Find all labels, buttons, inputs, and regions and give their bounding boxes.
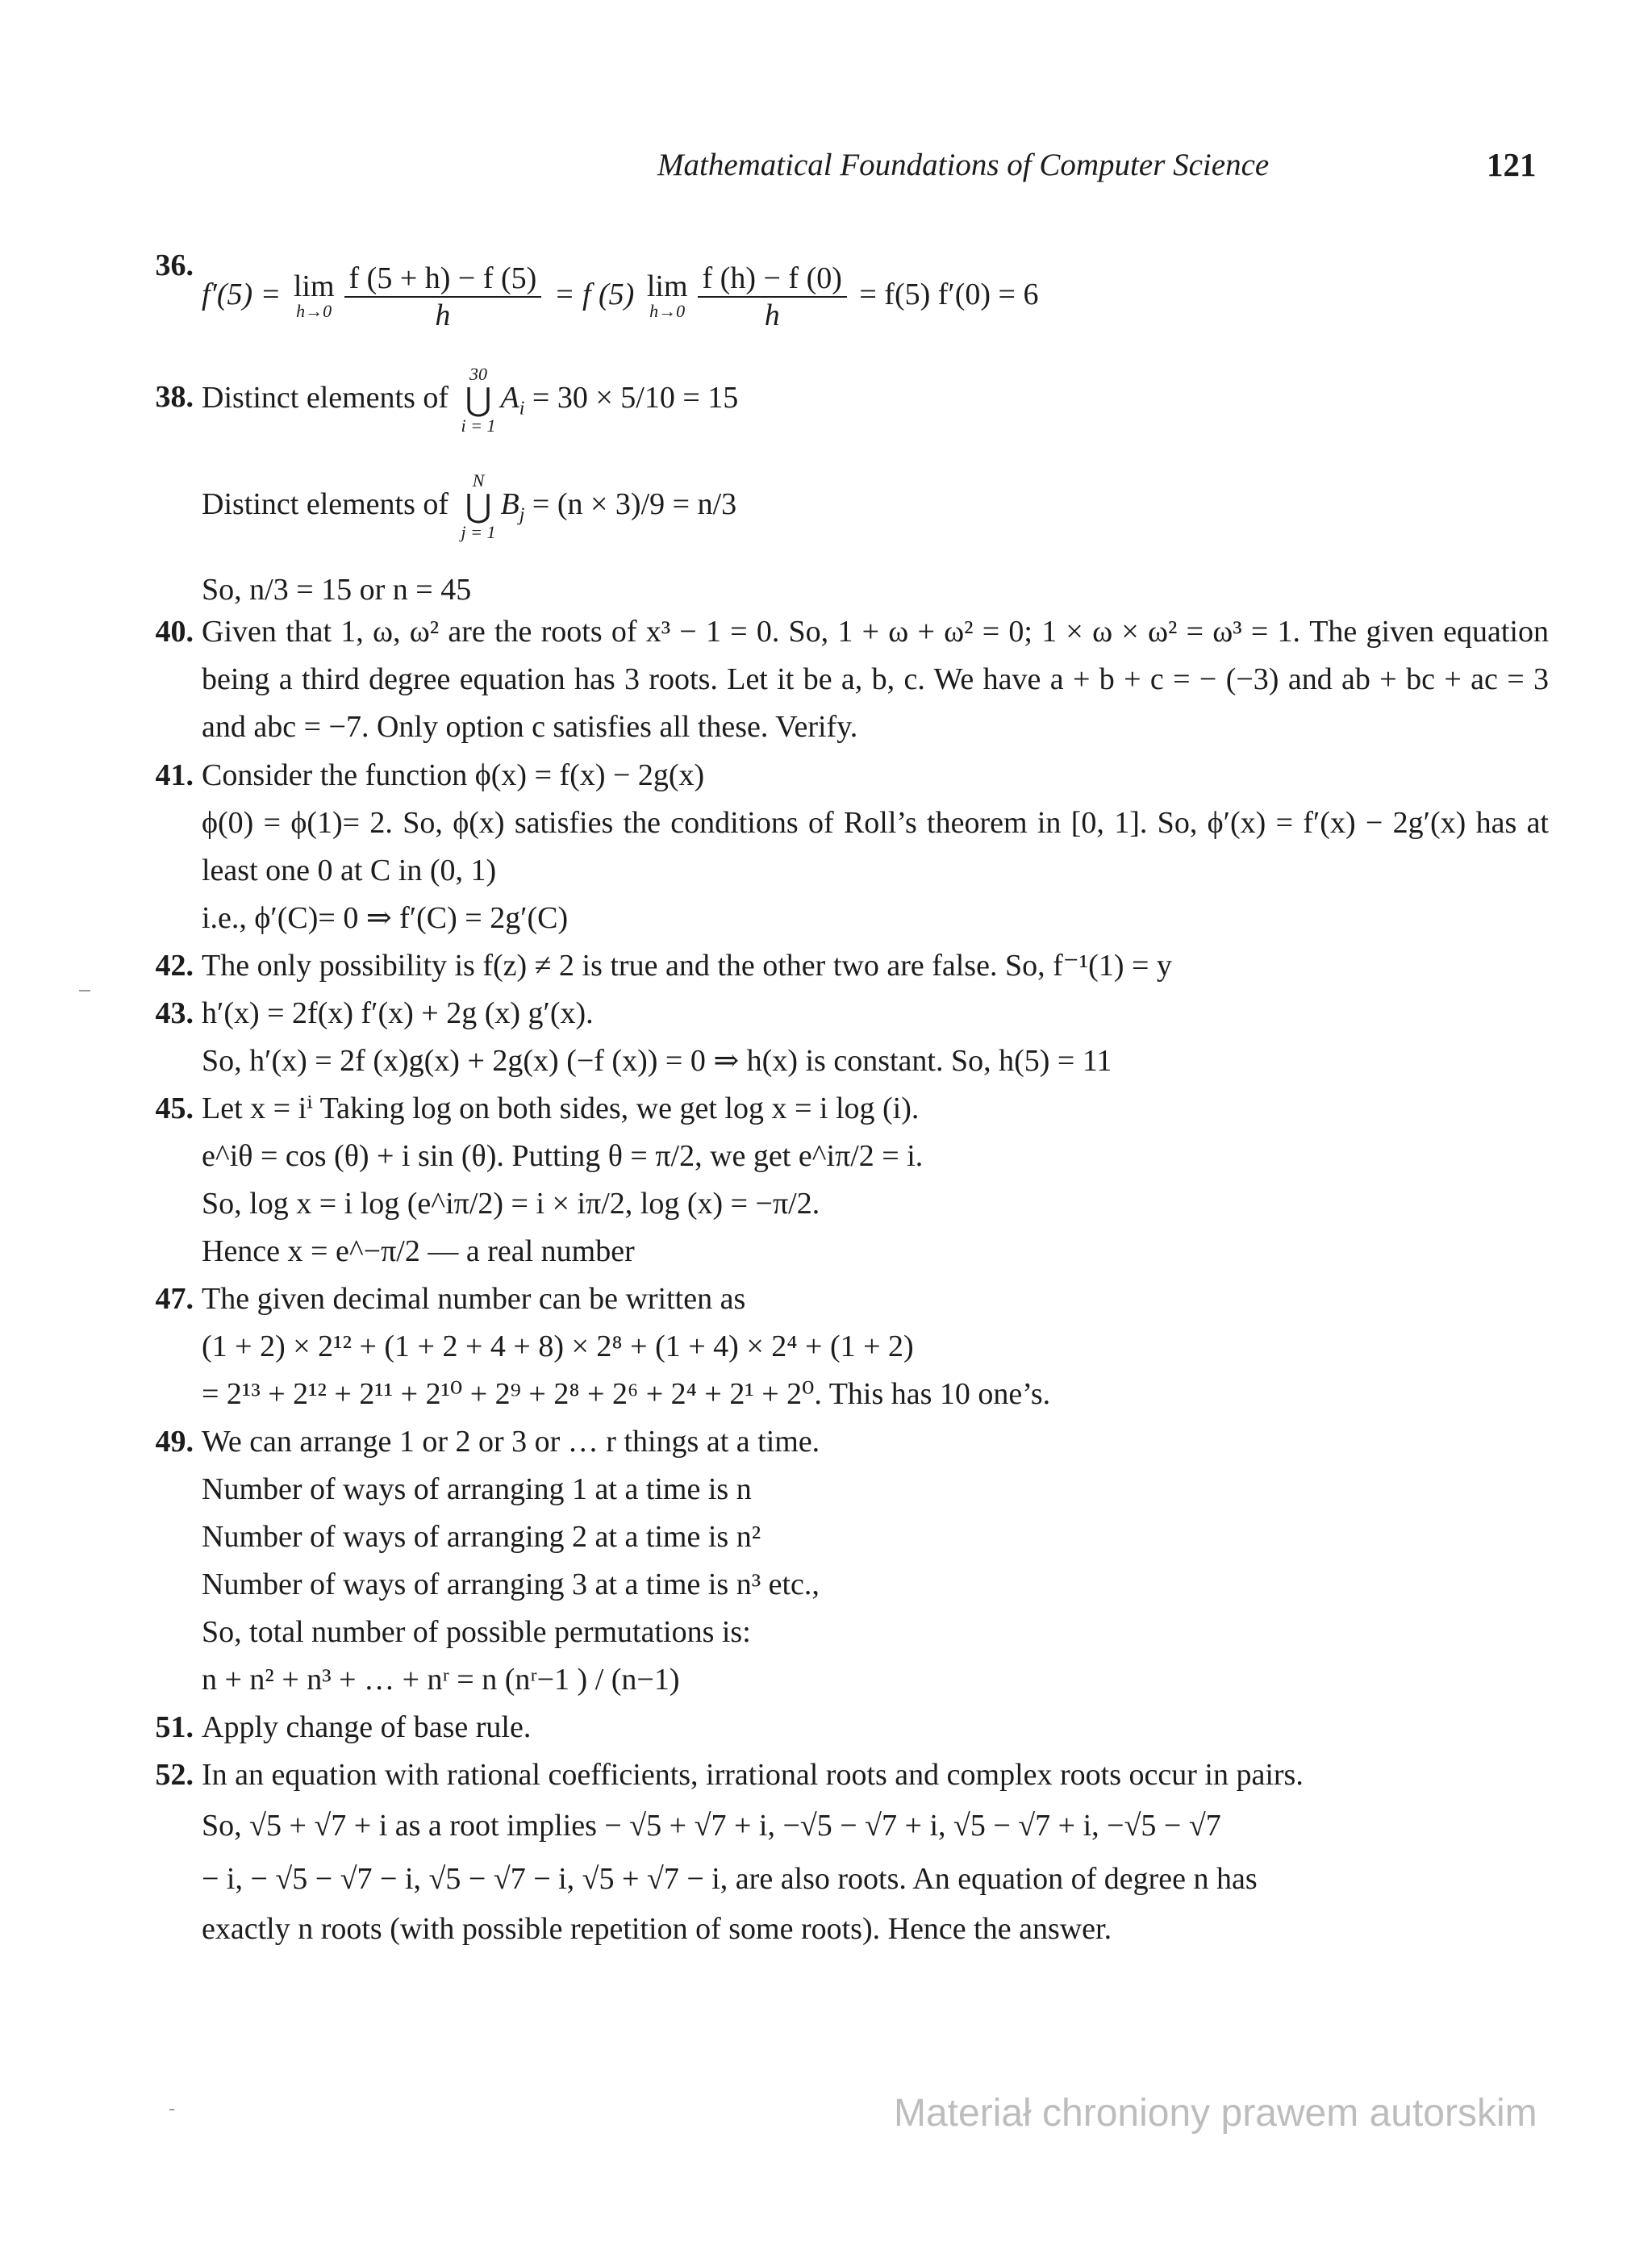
solution-line: Consider the function ϕ(x) = f(x) − 2g(x) bbox=[202, 758, 705, 792]
solution-line: − i, − √5 − √7 − i, √5 − √7 − i, √5 + √7 − i, are also roots. An equation of degree n has bbox=[202, 1862, 1258, 1896]
solution-number: 47. bbox=[155, 1282, 194, 1316]
solution-line: Number of ways of arranging 1 at a time is n bbox=[202, 1472, 752, 1506]
solution-body bbox=[202, 990, 1549, 1085]
solution-line: Let x = iⁱ Taking log on both sides, we get log x = i log (i). bbox=[202, 1092, 920, 1125]
solution-body bbox=[202, 1275, 1549, 1418]
solution-line: So, √5 + √7 + i as a root implies − √5 + √7 + i, −√5 − √7 + i, √5 − √7 + i, −√5 − √7 bbox=[202, 1809, 1221, 1843]
solution-line: h′(x) = 2f(x) f′(x) + 2g (x) g′(x). bbox=[202, 996, 594, 1030]
solution-42 bbox=[129, 942, 1549, 990]
fraction: $\frac{f (h) - f (0)}{h}$ bbox=[698, 261, 847, 333]
solution-49 bbox=[129, 1418, 1549, 1704]
solution-line: e^iθ = cos (θ) + i sin (θ). Putting θ = π/2, we get e^iπ/2 = i. bbox=[202, 1139, 924, 1173]
solution-line: The given decimal number can be written as bbox=[202, 1282, 746, 1316]
solution-line: n + n² + n³ + … + nʳ = n (nʳ−1 ) / (n−1) bbox=[202, 1663, 680, 1697]
solution-41 bbox=[129, 752, 1549, 942]
limit-operator: lim h→0 bbox=[293, 269, 335, 322]
solution-line: (1 + 2) × 2¹² + (1 + 2 + 4 + 8) × 2⁸ + (1 + 4) × 2⁴ + (1 + 2) bbox=[202, 1330, 914, 1363]
solution-45 bbox=[129, 1085, 1549, 1275]
solution-line: Number of ways of arranging 3 at a time is n³ etc., bbox=[202, 1567, 820, 1601]
solution-number: 51. bbox=[155, 1710, 194, 1744]
union-line-2: Distinct elements of N ⋃ j = 1 $B_j = (n \times 3)/9 = n/3$ bbox=[202, 470, 737, 543]
union-symbol: 30 ⋃ i = 1 bbox=[461, 364, 496, 436]
running-header-title: Mathematical Foundations of Computer Science bbox=[657, 148, 1270, 182]
fraction: $\frac{f (5 + h) - f (5)}{h}$ bbox=[344, 261, 542, 333]
solution-line: We can arrange 1 or 2 or 3 or … r things at a time. bbox=[202, 1425, 820, 1459]
solution-line: So, h′(x) = 2f (x)g(x) + 2g(x) (−f (x)) = 0 ⇒ h(x) is constant. So, h(5) = 11 bbox=[202, 1044, 1112, 1078]
solution-40 bbox=[129, 608, 1549, 751]
solution-number: 52. bbox=[155, 1758, 194, 1792]
solution-47 bbox=[129, 1275, 1549, 1418]
solution-number: 45. bbox=[155, 1092, 194, 1125]
solution-line: In an equation with rational coefficients, irrational roots and complex roots occur in pairs. bbox=[202, 1758, 1304, 1792]
solution-38 bbox=[129, 353, 1549, 614]
solution-line: i.e., ϕ′(C)= 0 ⇒ f′(C) = 2g′(C) bbox=[202, 901, 569, 935]
solution-number: 41. bbox=[155, 758, 194, 792]
solution-number: 38. bbox=[155, 380, 194, 414]
solution-line: = 2¹³ + 2¹² + 2¹¹ + 2¹⁰ + 2⁹ + 2⁸ + 2⁶ + 2⁴ + 2¹ + 2⁰. This has 10 one’s. bbox=[202, 1377, 1051, 1411]
solution-number: 42. bbox=[155, 949, 194, 983]
solution-body bbox=[202, 752, 1549, 942]
copyright-watermark: Materiał chroniony prawem autorskim bbox=[894, 2092, 1537, 2135]
solution-line: Number of ways of arranging 2 at a time is n² bbox=[202, 1520, 761, 1554]
union-line-1: Distinct elements of 30 ⋃ i = 1 $A_i = 30 \times 5/10 = 15$ bbox=[202, 364, 739, 436]
formula-middle: = f (5) bbox=[546, 278, 642, 311]
scan-mark bbox=[79, 990, 90, 991]
solution-line: Hence x = e^−π/2 — a real number bbox=[202, 1234, 635, 1268]
formula-rhs: = f(5) f′(0) = 6 bbox=[851, 278, 1039, 311]
solution-36 bbox=[129, 242, 1549, 347]
solution-number: 36. bbox=[155, 248, 194, 282]
formula-lhs: f′(5) = bbox=[202, 278, 289, 311]
solution-body bbox=[202, 1418, 1549, 1704]
solution-43 bbox=[129, 990, 1549, 1085]
solution-text: The only possibility is f(z) ≠ 2 is true and the other two are false. So, f⁻¹(1) = y bbox=[202, 949, 1172, 983]
solution-line: So, log x = i log (e^iπ/2) = i × iπ/2, log (x) = −π/2. bbox=[202, 1187, 820, 1221]
solution-51 bbox=[129, 1704, 1549, 1751]
solution-line: So, n/3 = 15 or n = 45 bbox=[202, 573, 472, 607]
solution-text: Apply change of base rule. bbox=[202, 1710, 532, 1744]
solution-text: Given that 1, ω, ω² are the roots of x³ − 1 = 0. So, 1 + ω + ω² = 0; 1 × ω × ω² = ω³ = 1. The given equation being a third degree equation has 3 roots. Let it be a, b, c. We have a + b + c = − (−3) and ab + bc + ac = 3 and abc = −7. Only option c satisfies all these. Verify. bbox=[202, 615, 1549, 744]
solution-number: 49. bbox=[155, 1425, 194, 1459]
solution-body bbox=[202, 242, 1549, 347]
solution-body bbox=[202, 353, 1549, 614]
solution-line: So, total number of possible permutations is: bbox=[202, 1615, 751, 1649]
union-symbol: N ⋃ j = 1 bbox=[461, 470, 496, 543]
solution-line: exactly n roots (with possible repetition of some roots). Hence the answer. bbox=[202, 1912, 1112, 1946]
solution-number: 43. bbox=[155, 996, 194, 1030]
solution-line: ϕ(0) = ϕ(1)= 2. So, ϕ(x) satisfies the conditions of Roll’s theorem in [0, 1]. So, ϕ′(x) = f′(x) − 2g′(x) has at least one 0 at C in (0, 1) bbox=[202, 806, 1549, 887]
solution-number: 40. bbox=[155, 615, 194, 649]
limit-operator: lim h→0 bbox=[646, 269, 688, 322]
solution-body bbox=[202, 1751, 1549, 1953]
solution-52 bbox=[129, 1751, 1549, 1953]
solution-body bbox=[202, 1085, 1549, 1275]
page-number: 121 bbox=[1487, 146, 1537, 183]
scan-mark bbox=[169, 2109, 174, 2110]
